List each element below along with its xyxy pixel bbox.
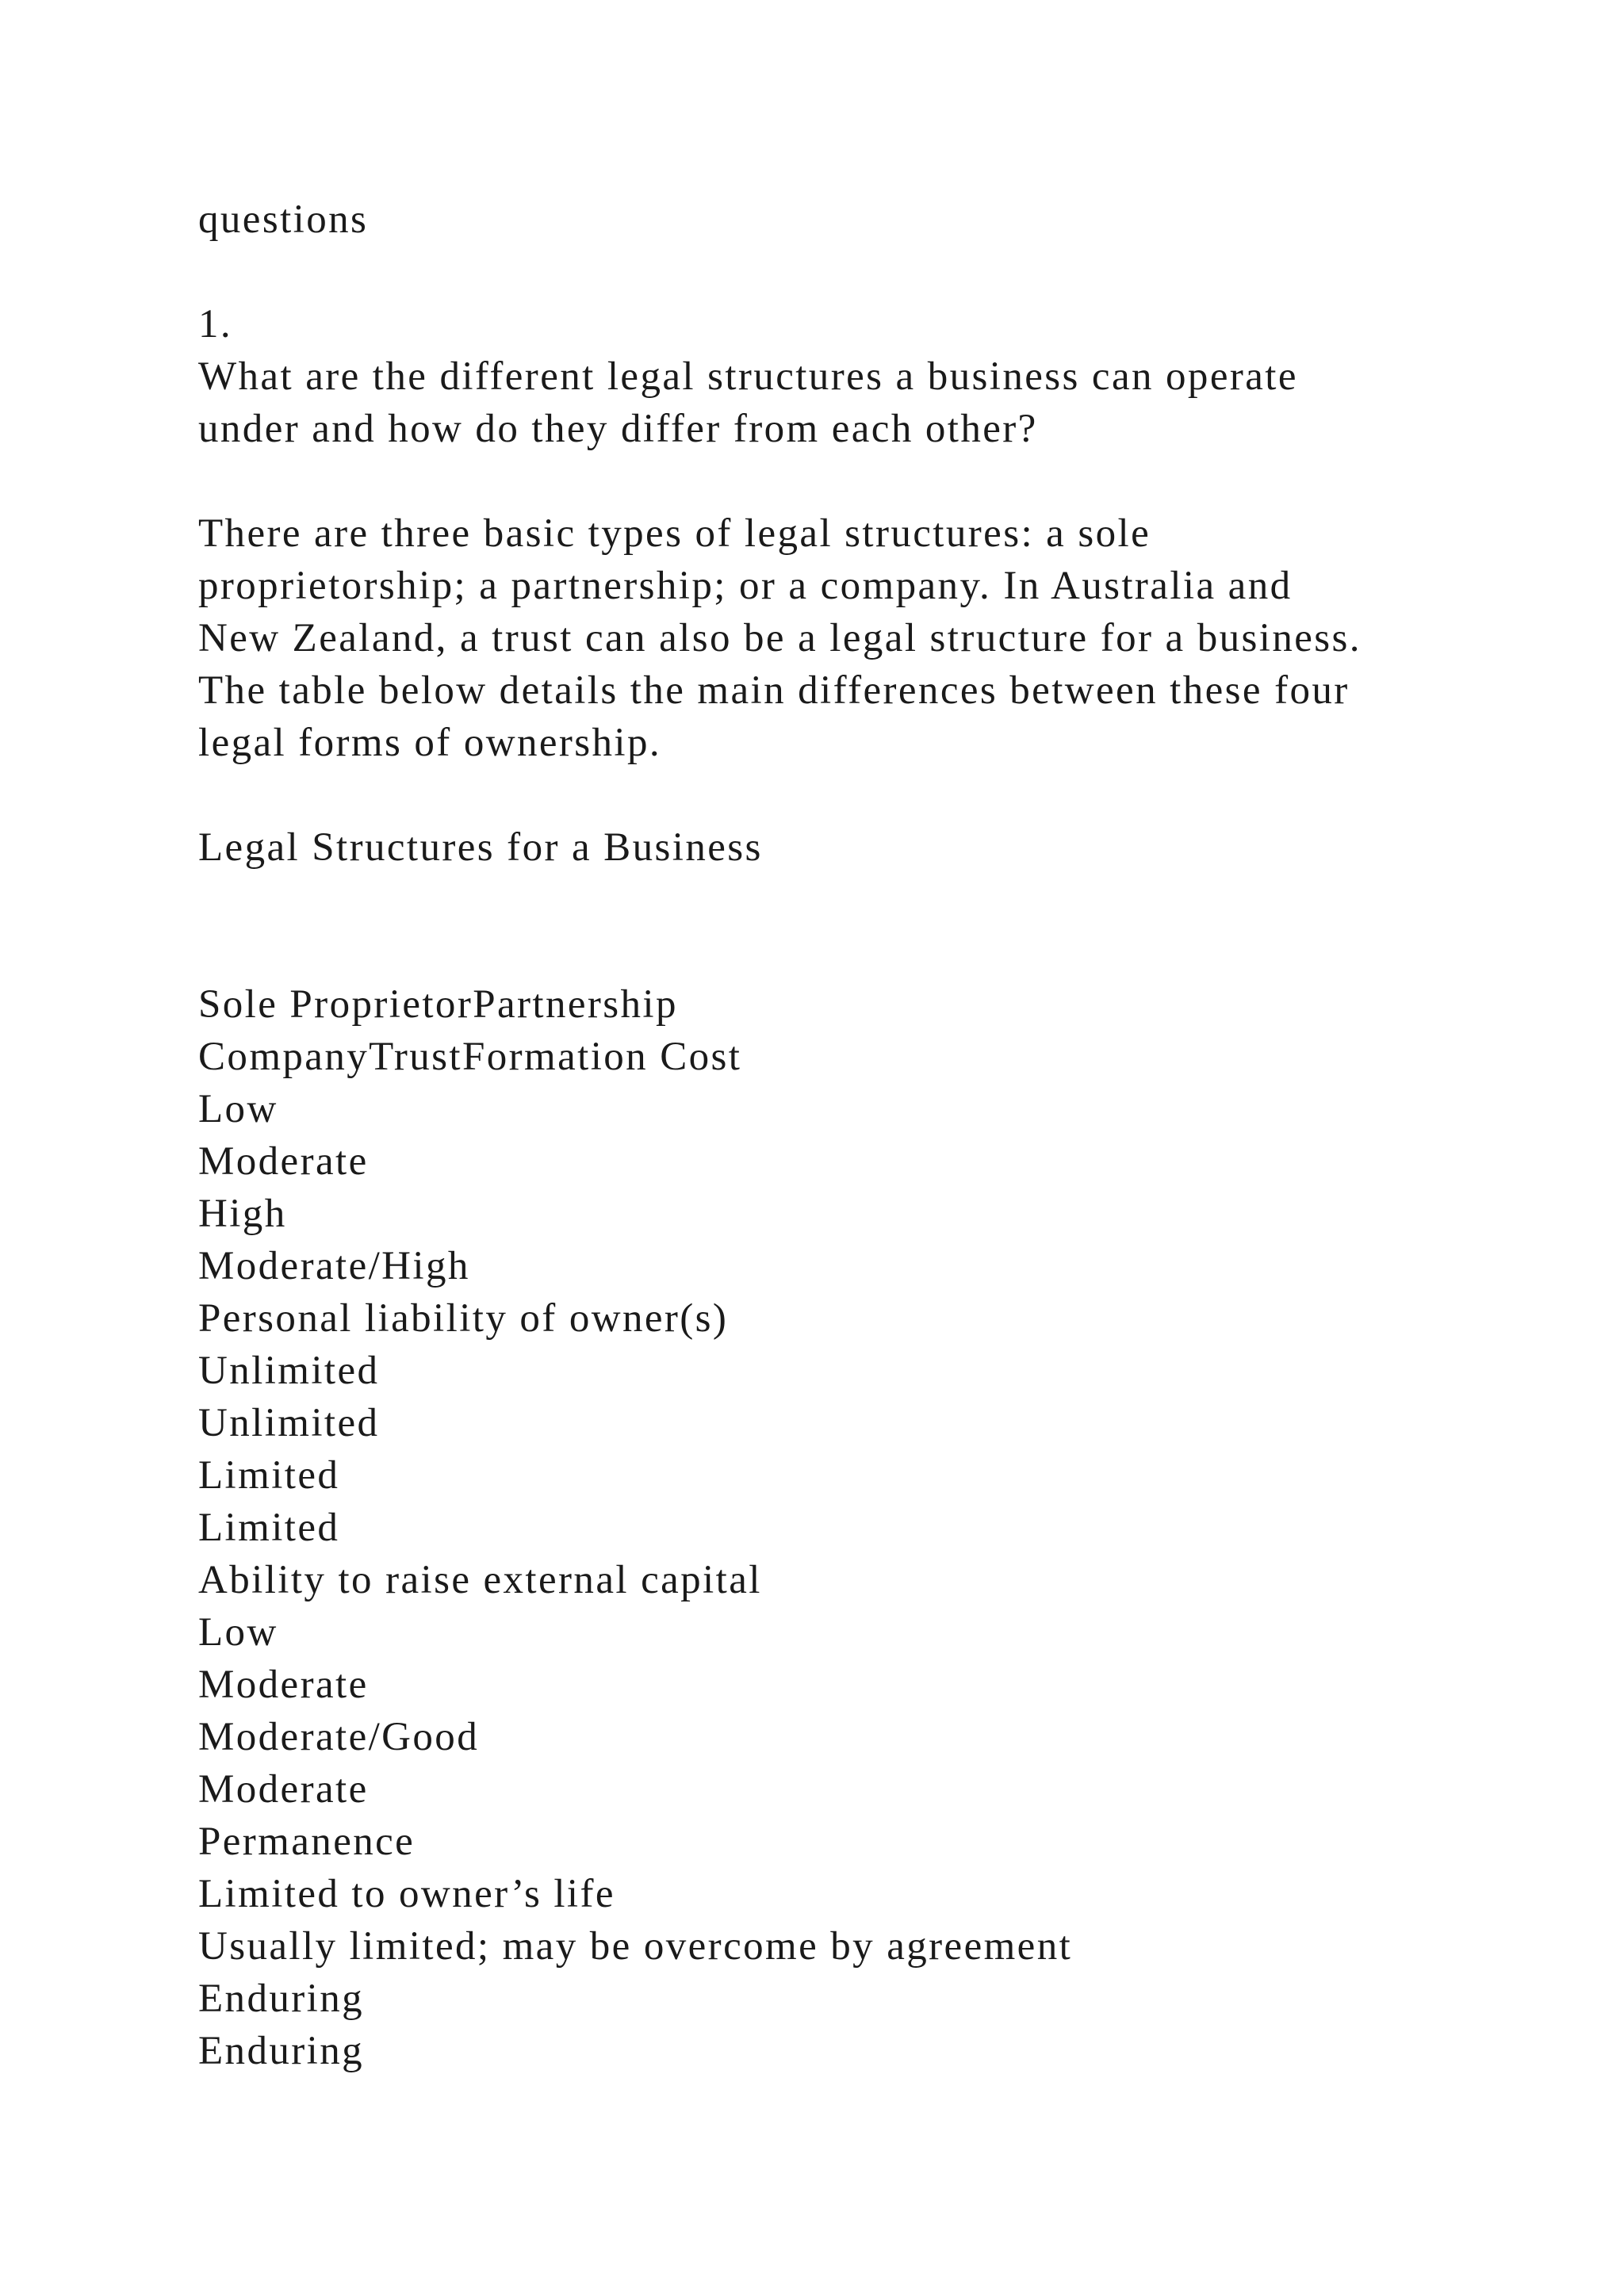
table-line: Sole ProprietorPartnership xyxy=(198,982,678,1027)
table-text xyxy=(198,978,1546,2077)
spacer xyxy=(198,769,1546,821)
document-heading: questions xyxy=(198,197,369,242)
table-line: Unlimited xyxy=(198,1349,380,1393)
table-line: Personal liability of owner(s) xyxy=(198,1296,729,1341)
table-line: Moderate/High xyxy=(198,1244,470,1288)
table-line: Moderate/Good xyxy=(198,1715,480,1759)
table-line: Moderate xyxy=(198,1767,369,1812)
table-line: Low xyxy=(198,1087,278,1131)
answer-line: proprietorship; a partnership; or a company. In Australia and xyxy=(198,564,1293,608)
spacer xyxy=(198,455,1546,507)
document-body xyxy=(198,193,1546,2077)
spacer xyxy=(198,246,1546,298)
table-line: Enduring xyxy=(198,1976,365,2021)
table-line: Moderate xyxy=(198,1139,369,1184)
table-line: Low xyxy=(198,1610,278,1655)
table-line: Limited xyxy=(198,1453,340,1498)
answer-line: There are three basic types of legal structures: a sole xyxy=(198,511,1151,556)
question-line: under and how do they differ from each other? xyxy=(198,407,1038,451)
table-line: Enduring xyxy=(198,2029,365,2073)
table-line: Moderate xyxy=(198,1663,369,1707)
answer-line: New Zealand, a trust can also be a legal structure for a business. xyxy=(198,616,1362,660)
question-number: 1. xyxy=(198,302,233,346)
table-line: Ability to raise external capital xyxy=(198,1558,762,1602)
table-line: CompanyTrustFormation Cost xyxy=(198,1035,742,1079)
spacer xyxy=(198,874,1546,978)
answer-paragraph xyxy=(198,507,1546,769)
table-line: Limited to owner’s life xyxy=(198,1872,615,1916)
answer-line: The table below details the main differences between these four xyxy=(198,668,1350,713)
answer-line: legal forms of ownership. xyxy=(198,721,662,765)
table-line: Unlimited xyxy=(198,1401,380,1445)
table-line: High xyxy=(198,1192,287,1236)
table-line: Permanence xyxy=(198,1820,416,1864)
question-line: What are the different legal structures a business can operate xyxy=(198,354,1298,399)
question-text xyxy=(198,350,1546,455)
table-title: Legal Structures for a Business xyxy=(198,825,763,870)
table-line: Usually limited; may be overcome by agreement xyxy=(198,1924,1073,1969)
table-line: Limited xyxy=(198,1506,340,1550)
